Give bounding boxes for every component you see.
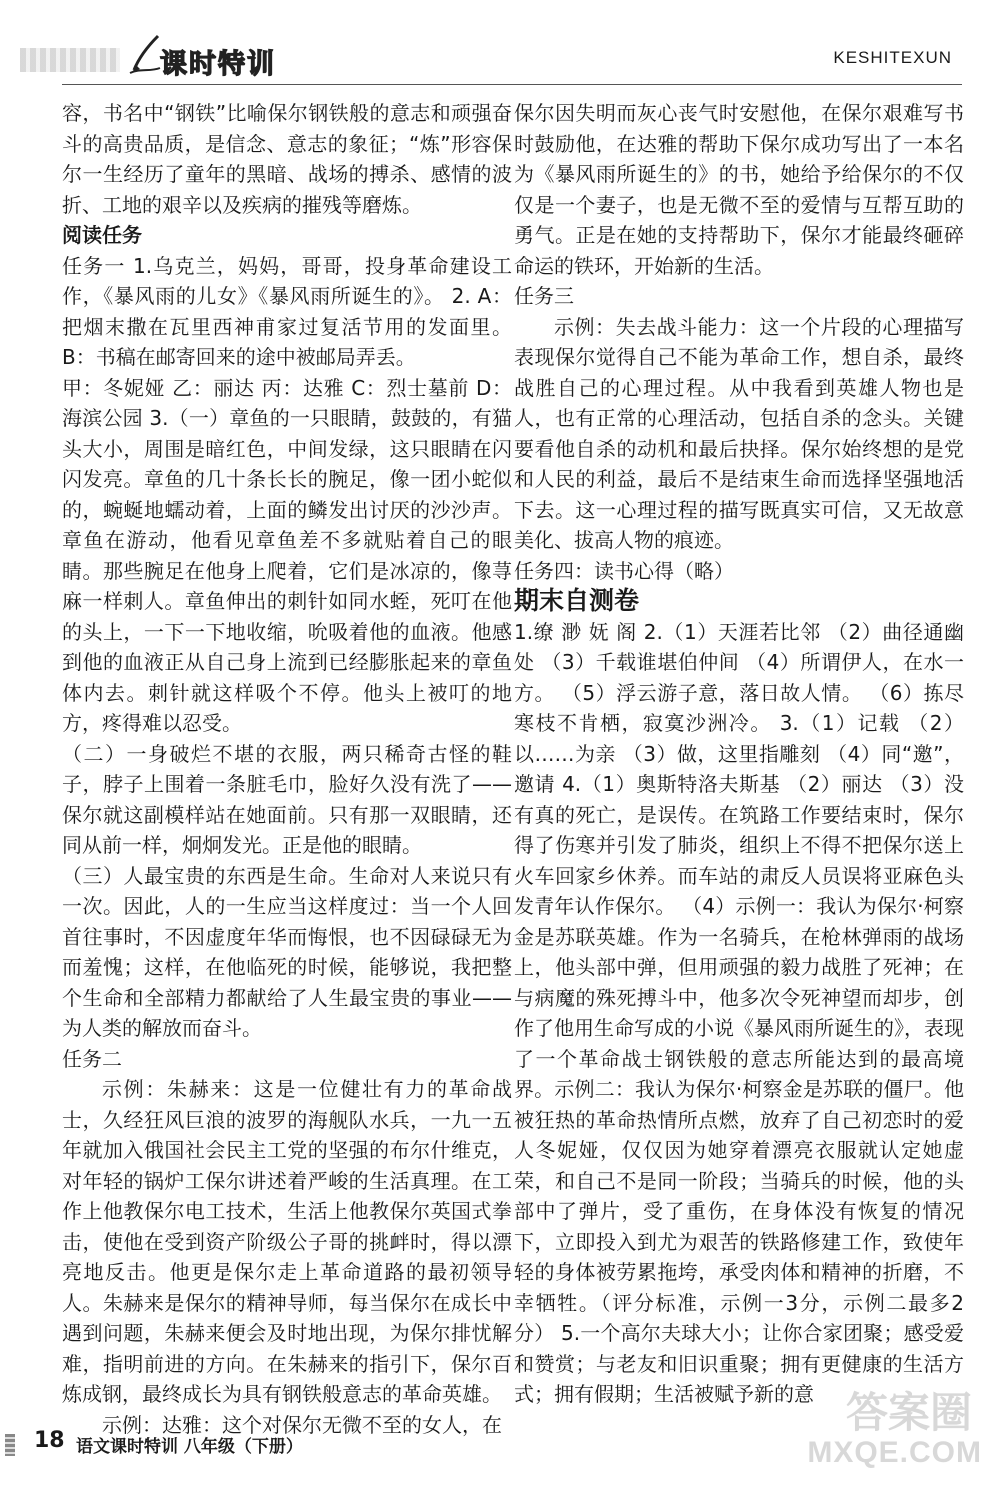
paragraph: 示例：达雅：这个对保尔无微不至的女人，在 (102, 1412, 502, 1437)
logo-decoration (20, 48, 120, 72)
paragraph: （二）一身破烂不堪的衣服，两只稀奇古怪的鞋子，脖子上围着一条脏毛巾，脸好久没有洗了——保尔就这副模样站在她面前。只有那一双眼睛，还同从前一样，炯炯发光。正是他的眼睛。 (62, 741, 512, 857)
paragraph: 示例：朱赫来：这是一位健壮有力的革命战士，久经狂风巨浪的波罗的海舰队水兵，一九一五年就加入俄国社会民主工党的坚强的布尔什维克，对年轻的锅炉工保尔讲述着严峻的生活真理。在工作上他教保尔电工技术，生活上他教保尔英国式拳击，使他在受到资产阶级公子哥的挑衅时，得以漂亮地反击。他更是保尔走上革命道路的最初领导人。朱赫来是保尔的精神导师，每当保尔在成长中遇到问题，朱赫来便会及时地出现，为保尔排忧解难，指明前进的方向。在朱赫来的指引下，保尔百炼成钢，最终成长为具有钢铁般意志的革命英雄。 (62, 1077, 512, 1406)
paragraph: 保尔因失明而灰心丧气时安慰他，在保尔艰难写书时鼓励他，在达雅的帮助下保尔成功写出了一本名为《暴风雨所诞生的》的书，她给予给保尔的不仅仅是一个妻子，也是无微不至的爱情与互帮互助的勇气。正是在她的支持帮助下，保尔才能最终砸碎命运的铁环，开始新的生活。 (514, 101, 964, 278)
page-header (0, 0, 1000, 88)
right-column (514, 98, 964, 1410)
brand-logo (20, 28, 290, 78)
section-title: 期末自测卷 (514, 586, 640, 615)
left-column (62, 98, 512, 1440)
watermark-bottom: MXQE.COM (807, 1436, 982, 1469)
page-number: 18 (34, 1428, 65, 1453)
paragraph: 1.缭 渺 妩 阁 2.（1）天涯若比邻 （2）曲径通幽处 （3）千载谁堪伯仲间 （4）所谓伊人，在水一方。 （5）浮云游子意，落日故人情。 （6）拣尽寒枝不肯栖，寂寞沙洲冷。 3.（1）记载 （2）以……为亲 （3）做，这里指雕刻 （4）同“邀”，邀请 4.（1）奥斯特洛夫斯基 （2）丽达 （3）没有真的死亡，是误传。在筑路工作要结束时，保尔得了伤寒并引发了肺炎，组织上不得不把保尔送上火车回家乡休养。而车站的肃反人员误将亚麻色头发青年认作保尔。 （4）示例一：我认为保尔·柯察金是苏联英雄。作为一名骑兵，在枪林弹雨的战场上，他头部中弹，但用顽强的毅力战胜了死神；在与病魔的殊死搏斗中，他多次令死神望而却步，创作了他用生命写成的小说《暴风雨所诞生的》，表现了一个革命战士钢铁般的意志所能达到的最高境界。示例二：我认为保尔·柯察金是苏联的僵尸。他被狂热的革命热情所点燃，放弃了自己初恋时的爱人冬妮娅，仅仅因为她穿着漂亮衣服就认定她虚荣，和自己不是同一阶段；当骑兵的时候，他的头部中了弹片，受了重伤，在身体没有恢复的情况下，立即投入到尤为艰苦的铁路修建工作，致使年轻的身体被劳累拖垮，承受肉体和精神的折磨，不幸牺牲。（评分标准，示例一3分，示例二最多2分） 5.一个高尔夫球大小；让你合家团聚；感受爱和赞赏；与老友和旧识重聚；拥有更健康的生活方式；拥有假期；生活被赋予新的意 (514, 619, 964, 1406)
brand-text: KESHITEXUN (833, 48, 952, 67)
paragraph: 任务二 (62, 1046, 122, 1071)
paragraph: （三）人最宝贵的东西是生命。生命对人来说只有一次。因此，人的一生应当这样度过：当一个人回首往事时，不因虚度年华而悔恨，也不因碌碌无为而羞愧；这样，在他临死的时候，能够说，我把整个生命和全部精力都献给了人生最宝贵的事业——为人类的解放而奋斗。 (62, 863, 512, 1040)
paragraph: 任务四：读书心得（略） (514, 558, 734, 583)
paragraph: 任务三 (514, 284, 574, 308)
paragraph: 容，书名中“钢铁”比喻保尔钢铁般的意志和顽强奋斗的高贵品质，是信念、意志的象征；“炼”形容保尔一生经历了童年的黑暗、战场的搏杀、感情的波折、工地的艰辛以及疾病的摧残等磨炼。 (62, 101, 512, 217)
paragraph: 示例：失去战斗能力：这一个片段的心理描写表现保尔觉得自己不能为革命工作，想自杀，最终战胜自己的心理过程。从中我看到英雄人物也是人，也有正常的心理活动，包括自杀的念头。关键要看他自杀的动机和最后抉择。保尔始终想的是党和人民的利益，最后不是结束生命而选择坚强地活下去。这一心理过程的描写既真实可信，又无故意美化、拔高人物的痕迹。 (514, 314, 964, 552)
logo-text: 课时特训 (160, 49, 276, 80)
pen-icon (128, 32, 162, 74)
header-divider (62, 84, 962, 85)
section-heading: 阅读任务 (62, 223, 142, 247)
book-name: 语文课时特训 八年级（下册） (76, 1437, 303, 1457)
watermark-top: 答案圈 (845, 1388, 972, 1437)
watermark (807, 1380, 990, 1480)
paragraph: 甲：冬妮娅 乙：丽达 丙：达雅 C：烈士墓前 D：海滨公园 3.（一）章鱼的一只眼睛，鼓鼓的，有猫头大小，周围是暗红色，中间发绿，这只眼睛在闪闪发亮。章鱼的几十条长长的腕足，像一团小蛇似的，蜿蜒地蠕动着，上面的鳞发出讨厌的沙沙声。章鱼在游动，他看见章鱼差不多就贴着自己的眼睛。那些腕足在他身上爬着，它们是冰凉的，像荨麻一样刺人。章鱼伸出的刺针如同水蛭，死叮在他的头上，一下一下地收缩，吮吸着他的血液。他感到他的血液正从自己身上流到已经膨胀起来的章鱼体内去。刺针就这样吸个不停。他头上被叮的地方，疼得难以忍受。 (62, 375, 512, 735)
paragraph: 任务一 1.乌克兰，妈妈，哥哥，投身革命建设工作，《暴风雨的儿女》《暴风雨所诞生的》。 2. A：把烟末撒在瓦里西神甫家过复活节用的发面里。B：书稿在邮寄回来的途中被邮局弄丢。 (62, 253, 512, 369)
side-mark (5, 1434, 15, 1456)
